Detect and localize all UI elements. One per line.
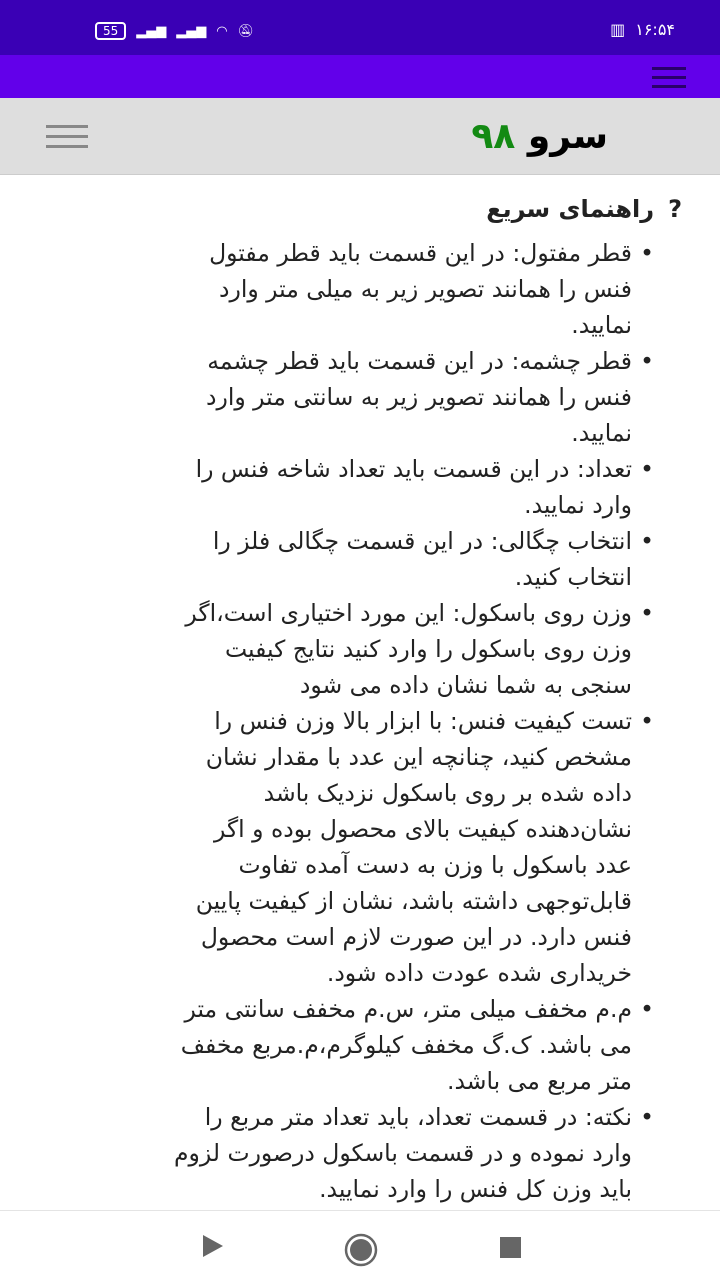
site-header [0,98,720,175]
logo-number: ۹۸ [471,116,516,157]
guide-title [0,195,720,223]
logo-text: سرو [527,116,608,157]
logo[interactable] [471,116,608,157]
guide-item [40,991,632,1099]
bell-muted-icon: 🔕︎ [237,23,255,39]
guide-item-line: فنس دارد. در این صورت لازم است محصول [200,923,632,951]
guide-item-line: نمایید. [571,419,632,447]
guide-item-line: • تست کیفیت فنس: با ابزار بالا وزن فنس را [214,707,632,735]
guide-item-line: وارد نموده و در قسمت باسکول درصورت لزوم [173,1139,632,1167]
guide-item-line: • انتخاب چگالی: در این قسمت چگالی فلز را [212,527,632,555]
clock: ۱۶:۵۴ [635,20,675,39]
guide-item [40,523,632,595]
status-bar [0,0,720,55]
back-icon[interactable] [203,1235,223,1257]
navigation-bar [0,1210,720,1280]
guide-item-line: می باشد. ک.گ مخفف کیلوگرم،م.مربع مخفف [180,1031,632,1059]
guide-item-line: داده شده بر روی باسکول نزدیک باشد [263,779,632,807]
trash-icon: ▥ [610,20,626,39]
guide-item [40,703,632,991]
guide-item-line: عدد باسکول با وزن به دست آمده تفاوت [238,851,632,879]
guide-item-line: نشان‌دهنده کیفیت بالای محصول بوده و اگر [213,815,632,843]
recents-icon[interactable] [500,1237,521,1258]
guide-item-line: انتخاب کنید. [514,563,632,591]
guide-item-line: • وزن روی باسکول: این مورد اختیاری است،اگر [185,599,632,627]
guide-item-line: • قطر چشمه: در این قسمت باید قطر چشمه [207,347,632,375]
guide-item [40,1099,632,1207]
guide-item-line: وارد نمایید. [524,491,632,519]
guide-item-line: • قطر مفتول: در این قسمت باید قطر مفتول [209,239,632,267]
guide-item-line: خریداری شده عودت داده شود. [326,959,632,987]
guide-item-line: فنس را همانند تصویر زیر به سانتی متر وارد [206,383,632,411]
signal-icon: ▂▄▆ [136,23,167,39]
guide-item-line: • م.م مخفف میلی متر، س.م مخفف سانتی متر [184,995,632,1023]
guide-item-line: • نکته: در قسمت تعداد، باید تعداد متر مربع را [204,1103,632,1131]
battery-icon: 55 [95,22,126,40]
guide-item-line: مشخص کنید، چنانچه این عدد با مقدار نشان [205,743,632,771]
guide-list [0,235,720,1207]
guide-item-line: قابل‌توجهی داشته باشد، نشان از کیفیت پایین [195,887,632,915]
guide-item [40,595,632,703]
signal-icon-2: ▂▄▆ [176,23,207,39]
app-bar [0,55,720,98]
guide-item [40,235,632,343]
guide-content [0,195,720,1210]
home-icon[interactable] [344,1233,378,1267]
guide-item-line: فنس را همانند تصویر زیر به میلی متر وارد [219,275,632,303]
guide-item [40,451,632,523]
guide-item [40,343,632,451]
guide-item-line: نمایید. [571,311,632,339]
guide-item-line: سنجی به شما نشان داده می شود [299,671,632,699]
guide-title-text: راهنمای سریع [486,195,655,223]
guide-item-line: وزن روی باسکول را وارد کنید نتایج کیفیت [224,635,632,663]
guide-item-line: • تعداد: در این قسمت باید تعداد شاخه فنس را [195,455,632,483]
wifi-icon: ◠ [216,23,228,39]
hamburger-menu-button[interactable] [46,125,88,155]
menu-icon[interactable] [652,67,686,94]
guide-item-line: متر مربع می باشد. [446,1067,632,1095]
question-icon: ? [668,195,682,223]
guide-item-line: باید وزن کل فنس را وارد نمایید. [319,1175,632,1203]
